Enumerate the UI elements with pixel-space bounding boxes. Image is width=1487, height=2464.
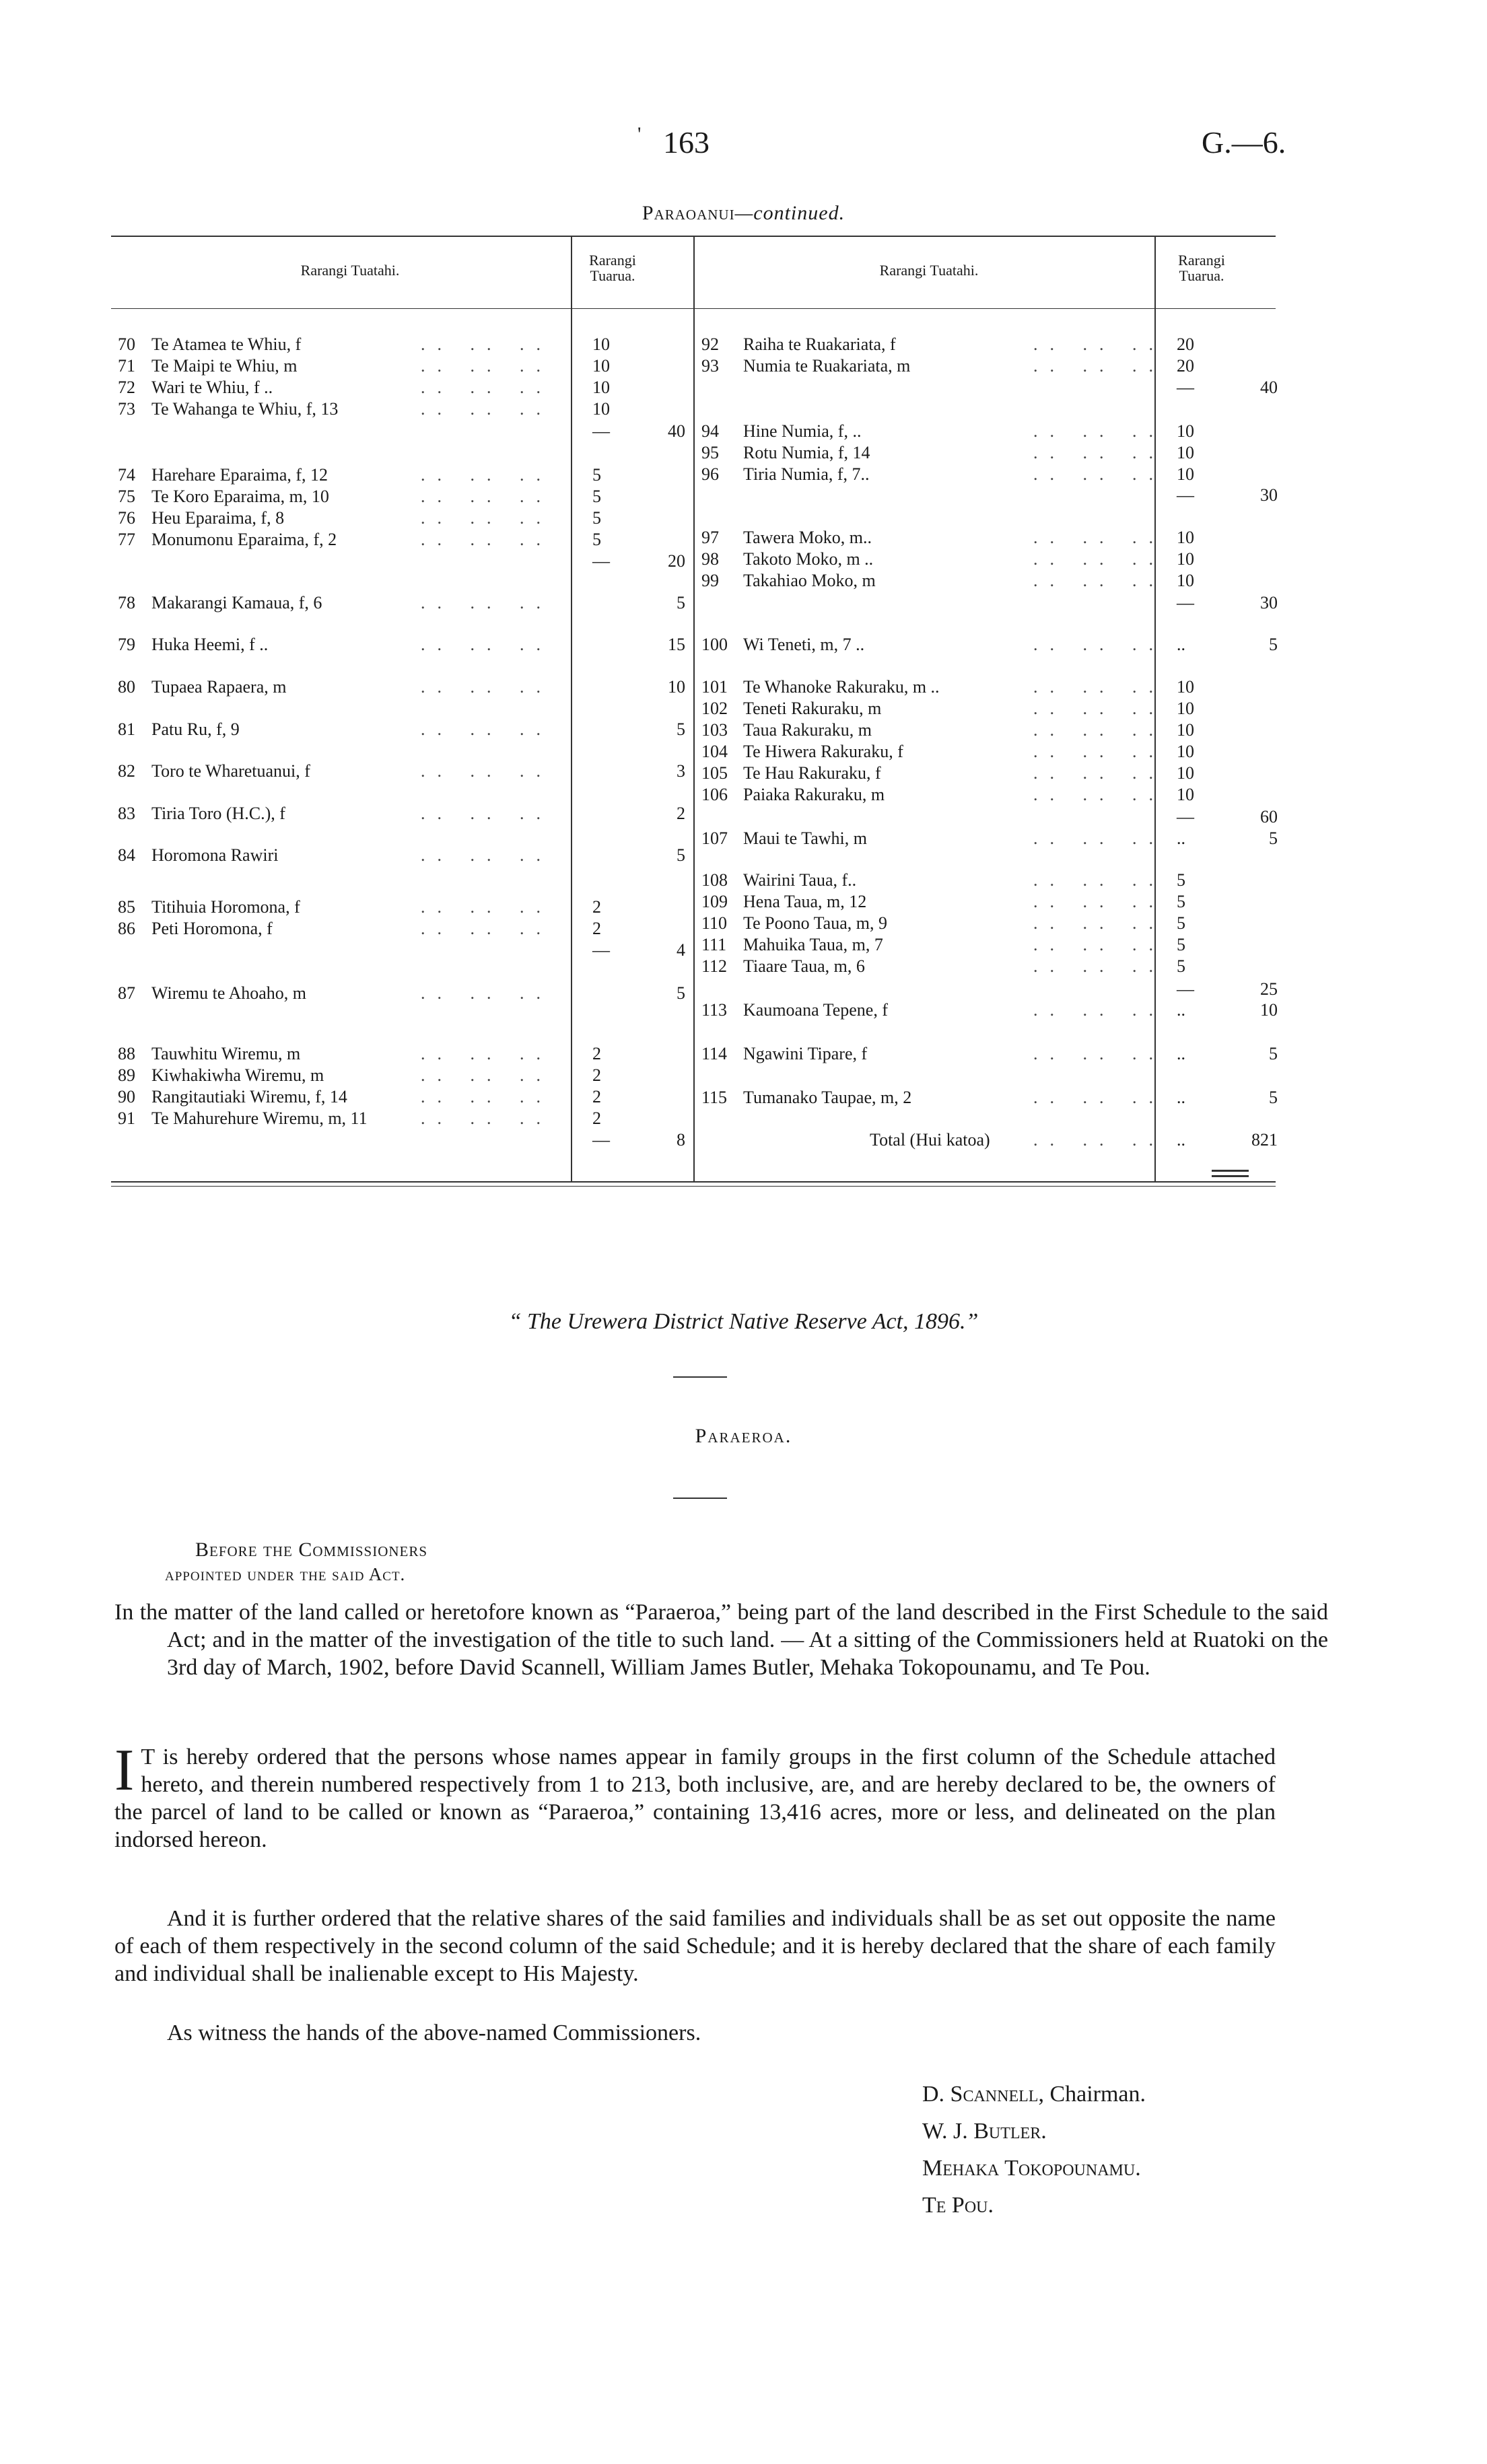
share-value: — xyxy=(1177,593,1194,612)
signatory-name: Te Pou. xyxy=(922,2193,994,2218)
group-total: 2 xyxy=(677,804,685,823)
leader-dots: .. .. .. xyxy=(1033,870,1165,890)
leader-dots: .. .. .. xyxy=(1033,699,1165,718)
group-total: 25 xyxy=(1260,979,1278,999)
leader-dots: .. .. .. xyxy=(421,465,553,485)
leader-dots: .. .. .. xyxy=(421,530,553,549)
leader-dots: .. .. .. xyxy=(421,677,553,697)
entry-number: 93 xyxy=(701,356,719,376)
share-value: 5 xyxy=(1177,870,1185,890)
entry-name: Numia te Ruakariata, m xyxy=(743,356,911,376)
entry-name: Harehare Eparaima, f, 12 xyxy=(151,465,328,485)
leader-dots: .. .. .. xyxy=(1033,356,1165,376)
share-value: — xyxy=(592,421,610,441)
group-total: 10 xyxy=(1260,1000,1278,1020)
table-row xyxy=(701,421,861,442)
share-value: 20 xyxy=(1177,335,1194,354)
table-row xyxy=(118,983,306,1004)
entry-number: 98 xyxy=(701,549,719,569)
entry-name: Wi Teneti, m, 7 .. xyxy=(743,635,865,654)
entry-name: Takoto Moko, m .. xyxy=(743,549,874,569)
share-value: 10 xyxy=(1177,443,1194,462)
entry-number: 102 xyxy=(701,699,728,718)
table-row xyxy=(118,676,286,698)
entry-number: 76 xyxy=(118,508,135,528)
leader-dots: .. .. .. xyxy=(1033,464,1165,484)
entry-name: Ngawini Tipare, f xyxy=(743,1044,868,1063)
share-value: 5 xyxy=(1177,956,1185,976)
entry-name: Titihuia Horomona, f xyxy=(151,897,300,917)
entry-name: Raiha te Ruakariata, f xyxy=(743,335,896,354)
table-row xyxy=(118,1043,300,1065)
group-total: 5 xyxy=(1269,635,1278,654)
entry-number: 94 xyxy=(701,421,719,441)
table-row xyxy=(701,1087,911,1108)
share-value: 10 xyxy=(1177,571,1194,590)
group-total: 40 xyxy=(1260,378,1278,397)
entry-name: Kiwhakiwha Wiremu, m xyxy=(151,1065,324,1085)
leader-dots: .. .. .. xyxy=(1033,1088,1165,1107)
group-total: 5 xyxy=(1269,1044,1278,1063)
entry-number: 87 xyxy=(118,983,135,1003)
table-row xyxy=(118,529,337,551)
table-row xyxy=(118,634,268,656)
entry-number: 99 xyxy=(701,571,719,590)
entry-name: Toro te Wharetuanui, f xyxy=(151,761,310,781)
leader-dots: .. .. .. xyxy=(1033,763,1165,783)
share-value: 10 xyxy=(592,356,610,376)
share-value: — xyxy=(592,940,610,960)
share-value: 10 xyxy=(1177,785,1194,804)
entry-name: Teneti Rakuraku, m xyxy=(743,699,882,718)
share-value: — xyxy=(592,1130,610,1150)
group-total: 5 xyxy=(1269,1088,1278,1107)
entry-name: Te Mahurehure Wiremu, m, 11 xyxy=(151,1108,368,1128)
entry-number: 89 xyxy=(118,1065,135,1085)
drop-cap: I xyxy=(114,1738,135,1803)
table-row xyxy=(701,741,903,763)
entry-number: 95 xyxy=(701,443,719,462)
divider-left-shares xyxy=(571,237,572,1183)
signatory-role: Chairman. xyxy=(1043,2082,1146,2107)
share-value: 2 xyxy=(592,1108,601,1128)
share-value: 10 xyxy=(1177,421,1194,441)
table-row xyxy=(701,698,881,719)
share-value: — xyxy=(592,551,610,571)
leader-dots: .. .. .. xyxy=(1033,335,1165,354)
entry-name: Wairini Taua, f.. xyxy=(743,870,857,890)
entry-name: Peti Horomona, f xyxy=(151,919,273,938)
divider-center xyxy=(693,237,695,1183)
entry-name: Te Hiwera Rakuraku, f xyxy=(743,742,903,761)
share-value: 5 xyxy=(592,465,601,485)
entry-number: 84 xyxy=(118,845,135,865)
share-value: — xyxy=(1177,378,1194,397)
share-value: 10 xyxy=(1177,763,1194,783)
leader-dots: .. .. .. xyxy=(1033,443,1165,462)
table-row xyxy=(701,676,940,698)
entry-number: 78 xyxy=(118,593,135,612)
leader-dots: .. .. .. xyxy=(421,508,553,528)
entry-number: 70 xyxy=(118,335,135,354)
leader-dots: .. .. .. xyxy=(1033,1000,1165,1020)
act-title: “ The Urewera District Native Reserve Act, 1896.” xyxy=(508,1309,979,1334)
leader-dots: .. .. .. xyxy=(421,378,553,397)
share-value: 5 xyxy=(1177,913,1185,933)
entry-name: Te Poono Taua, m, 9 xyxy=(743,913,887,933)
signature-line xyxy=(922,2082,1146,2107)
table-row xyxy=(118,592,322,614)
leader-dots: .. .. .. xyxy=(421,1108,553,1128)
group-total: 30 xyxy=(1260,485,1278,505)
entry-number: 77 xyxy=(118,530,135,549)
table-row xyxy=(118,918,273,940)
matter-paragraph: In the matter of the land called or heretofore known as “Paraeroa,” being part of the land described in the First Schedule to the said Act; and in the matter of the investigation of the title to such land. — At a sitting of the Commissioners held at Ruatoki on the 3rd day of March, 1902, before David Scannell, William James Butler, Mehaka Tokopounamu, and Te Pou. xyxy=(114,1600,1328,1680)
table-row xyxy=(701,719,872,741)
share-value: — xyxy=(1177,485,1194,505)
leader-dots: .. .. .. xyxy=(1033,892,1165,911)
share-value: — xyxy=(1177,807,1194,826)
table-row xyxy=(118,486,329,507)
table-row xyxy=(118,507,284,529)
share-value: 2 xyxy=(592,1087,601,1106)
group-total: 10 xyxy=(668,677,685,697)
table-row xyxy=(701,784,885,806)
table-row xyxy=(118,398,338,420)
leader-dots: .. .. .. xyxy=(421,804,553,823)
entry-name: Rangitautiaki Wiremu, f, 14 xyxy=(151,1087,347,1106)
entry-number: 71 xyxy=(118,356,135,376)
entry-number: 82 xyxy=(118,761,135,781)
entry-name: Total (Hui katoa) xyxy=(870,1130,990,1150)
leader-dots: .. .. .. xyxy=(1033,935,1165,954)
share-value: .. xyxy=(1177,635,1185,654)
share-value: 2 xyxy=(592,1044,601,1063)
entry-name: Te Wahanga te Whiu, f, 13 xyxy=(151,399,339,419)
leader-dots: .. .. .. xyxy=(421,1044,553,1063)
entry-name: Mahuika Taua, m, 7 xyxy=(743,935,883,954)
share-value: 10 xyxy=(1177,549,1194,569)
entry-number: 109 xyxy=(701,892,728,911)
entry-name: Tumanako Taupae, m, 2 xyxy=(743,1088,912,1107)
entry-name: Tiaare Taua, m, 6 xyxy=(743,956,865,976)
continued-title: Paraoanui—continued. xyxy=(642,202,845,224)
entry-name: Patu Ru, f, 9 xyxy=(151,719,240,739)
group-total: 40 xyxy=(668,421,685,441)
leader-dots: .. .. .. xyxy=(421,897,553,917)
entry-name: Kaumoana Tepene, f xyxy=(743,1000,888,1020)
table-row xyxy=(701,956,865,977)
entry-number: 115 xyxy=(701,1088,728,1107)
entry-name: Wiremu te Ahoaho, m xyxy=(151,983,307,1003)
group-total: 15 xyxy=(668,635,685,654)
col-header-right-names: Rarangi Tuatahi. xyxy=(879,262,979,279)
entry-name: Te Maipi te Whiu, m xyxy=(151,356,298,376)
share-value: 5 xyxy=(1177,935,1185,954)
table-row xyxy=(118,355,298,377)
group-total: 30 xyxy=(1260,593,1278,612)
table-row xyxy=(701,634,864,656)
entry-number: 97 xyxy=(701,528,719,547)
table-row xyxy=(701,464,870,485)
share-value: .. xyxy=(1177,1088,1185,1107)
share-value: 10 xyxy=(1177,677,1194,697)
entry-name: Tawera Moko, m.. xyxy=(743,528,872,547)
share-value: 10 xyxy=(1177,699,1194,718)
entry-number: 114 xyxy=(701,1044,728,1063)
entry-name: Wari te Whiu, f .. xyxy=(151,378,273,397)
leader-dots: .. .. .. xyxy=(1033,742,1165,761)
entry-name: Tiria Toro (H.C.), f xyxy=(151,804,285,823)
entry-name: Monumonu Eparaima, f, 2 xyxy=(151,530,337,549)
entry-number: 85 xyxy=(118,897,135,917)
entry-number: 107 xyxy=(701,829,728,848)
table-row xyxy=(118,464,328,486)
share-value: .. xyxy=(1177,1000,1185,1020)
entry-number: 73 xyxy=(118,399,135,419)
entry-number: 105 xyxy=(701,763,728,783)
entry-number: 113 xyxy=(701,1000,728,1020)
total-double-underline xyxy=(1212,1170,1249,1172)
entry-number: 100 xyxy=(701,635,728,654)
signature-line xyxy=(922,2119,1047,2144)
leader-dots: .. .. .. xyxy=(421,593,553,612)
table-row xyxy=(701,527,872,549)
table-row xyxy=(118,1065,324,1086)
group-total: 821 xyxy=(1251,1130,1278,1150)
col-header-left-names: Rarangi Tuatahi. xyxy=(300,262,400,279)
table-row xyxy=(701,442,870,464)
entry-number: 79 xyxy=(118,635,135,654)
entry-name: Te Hau Rakuraku, f xyxy=(743,763,881,783)
group-total: 5 xyxy=(677,983,685,1003)
share-value: 20 xyxy=(1177,356,1194,376)
table-row xyxy=(118,803,285,824)
leader-dots: .. .. .. xyxy=(421,761,553,781)
leader-dots: .. .. .. xyxy=(1033,720,1165,740)
leader-dots: .. .. .. xyxy=(421,356,553,376)
leader-dots: .. .. .. xyxy=(1033,421,1165,441)
leader-dots: .. .. .. xyxy=(1033,1130,1165,1150)
group-total: 5 xyxy=(1269,829,1278,848)
entry-name: Te Whanoke Rakuraku, m .. xyxy=(743,677,940,697)
share-value: 10 xyxy=(1177,742,1194,761)
table-row xyxy=(701,828,867,849)
entry-number: 88 xyxy=(118,1044,135,1063)
table-row xyxy=(701,891,866,913)
entry-name: Makarangi Kamaua, f, 6 xyxy=(151,593,322,612)
table-bottom-rule-2 xyxy=(111,1186,1276,1187)
leader-dots: .. .. .. xyxy=(421,635,553,654)
before-heading: Before the Commissioners appointed under the said Act. xyxy=(165,1539,428,1584)
leader-dots: .. .. .. xyxy=(1033,913,1165,933)
document-reference: G.—6. xyxy=(1202,125,1286,160)
leader-dots: .. .. .. xyxy=(421,1065,553,1085)
table-row xyxy=(701,549,873,570)
leader-dots: .. .. .. xyxy=(1033,956,1165,976)
entry-number: 74 xyxy=(118,465,135,485)
entry-number: 75 xyxy=(118,487,135,506)
entry-number: 103 xyxy=(701,720,728,740)
group-total: 60 xyxy=(1260,807,1278,826)
entry-name: Heu Eparaima, f, 8 xyxy=(151,508,285,528)
total-double-underline-2 xyxy=(1212,1175,1249,1177)
group-total: 8 xyxy=(677,1130,685,1150)
share-value: 10 xyxy=(592,399,610,419)
table-row xyxy=(118,845,278,866)
signature-line xyxy=(922,2193,994,2218)
share-value: 5 xyxy=(592,487,601,506)
share-value: .. xyxy=(1177,829,1185,848)
table-row xyxy=(701,934,883,956)
share-value: 10 xyxy=(592,378,610,397)
entry-name: Maui te Tawhi, m xyxy=(743,829,868,848)
table-row xyxy=(118,1086,347,1108)
separator-rule xyxy=(673,1376,727,1378)
signatory-name: D. Scannell, xyxy=(922,2082,1044,2107)
col-header-left-shares: Rarangi Tuarua. xyxy=(589,252,636,285)
section-title: Paraeroa. xyxy=(695,1425,792,1447)
group-total: 5 xyxy=(677,593,685,612)
table-row xyxy=(701,334,896,355)
share-value: .. xyxy=(1177,1044,1185,1063)
entry-number: 112 xyxy=(701,956,728,976)
entry-number: 80 xyxy=(118,677,135,697)
entry-name: Hena Taua, m, 12 xyxy=(743,892,867,911)
entry-name: Tiria Numia, f, 7.. xyxy=(743,464,870,484)
share-value: 5 xyxy=(592,530,601,549)
share-value: 10 xyxy=(1177,528,1194,547)
page-tick-mark: ' xyxy=(637,123,642,145)
entry-name: Tupaea Rapaera, m xyxy=(151,677,287,697)
leader-dots: .. .. .. xyxy=(421,399,553,419)
leader-dots: .. .. .. xyxy=(1033,571,1165,590)
group-total: 5 xyxy=(677,845,685,865)
entry-number: 111 xyxy=(701,935,727,954)
leader-dots: .. .. .. xyxy=(1033,829,1165,848)
entry-name: Horomona Rawiri xyxy=(151,845,279,865)
leader-dots: .. .. .. xyxy=(1033,1044,1165,1063)
entry-number: 86 xyxy=(118,919,135,938)
group-total: 20 xyxy=(668,551,685,571)
entry-number: 72 xyxy=(118,378,135,397)
leader-dots: .. .. .. xyxy=(421,919,553,938)
entry-number: 81 xyxy=(118,719,135,739)
leader-dots: .. .. .. xyxy=(1033,549,1165,569)
entry-name: Taua Rakuraku, m xyxy=(743,720,872,740)
table-row xyxy=(701,913,887,934)
share-value: 10 xyxy=(1177,464,1194,484)
entry-number: 110 xyxy=(701,913,728,933)
group-total: 3 xyxy=(677,761,685,781)
col-header-right-shares: Rarangi Tuarua. xyxy=(1178,252,1225,285)
table-row xyxy=(118,377,273,398)
share-value: 10 xyxy=(1177,720,1194,740)
share-value: 2 xyxy=(592,919,601,938)
leader-dots: .. .. .. xyxy=(1033,785,1165,804)
entry-number: 101 xyxy=(701,677,728,697)
signatory-name: Mehaka Tokopounamu. xyxy=(922,2156,1141,2181)
share-value: .. xyxy=(1177,1130,1185,1150)
entry-name: Takahiao Moko, m xyxy=(743,571,876,590)
table-row xyxy=(701,355,910,377)
table-row xyxy=(118,761,310,782)
entry-number: 83 xyxy=(118,804,135,823)
entry-number: 106 xyxy=(701,785,728,804)
leader-dots: .. .. .. xyxy=(1033,635,1165,654)
signature-line xyxy=(922,2156,1141,2181)
leader-dots: .. .. .. xyxy=(421,719,553,739)
table-row xyxy=(118,334,301,355)
separator-rule-2 xyxy=(673,1498,727,1499)
leader-dots: .. .. .. xyxy=(421,1087,553,1106)
table-row xyxy=(701,763,881,784)
table-row xyxy=(701,1043,867,1065)
entry-name: Tauwhitu Wiremu, m xyxy=(151,1044,301,1063)
group-total: 5 xyxy=(677,719,685,739)
leader-dots: .. .. .. xyxy=(1033,528,1165,547)
leader-dots: .. .. .. xyxy=(421,845,553,865)
group-total: 4 xyxy=(677,940,685,960)
table-row xyxy=(701,870,856,891)
entry-number: 91 xyxy=(118,1108,135,1128)
entry-number: 108 xyxy=(701,870,728,890)
signatory-name: W. J. Butler. xyxy=(922,2119,1047,2144)
share-value: 2 xyxy=(592,897,601,917)
table-row xyxy=(118,719,240,740)
entry-number: 92 xyxy=(701,335,719,354)
share-value: 5 xyxy=(1177,892,1185,911)
table-row xyxy=(118,1108,368,1129)
table-row xyxy=(701,999,888,1021)
entry-name: Te Atamea te Whiu, f xyxy=(151,335,302,354)
leader-dots: .. .. .. xyxy=(1033,677,1165,697)
entry-name: Paiaka Rakuraku, m xyxy=(743,785,885,804)
order-paragraph: I T is hereby ordered that the persons whose names appear in family groups in the first column of the Schedule attached hereto, and therein numbered respectively from 1 to 213, both inclusive, are, and are hereby declared to be, the owners of the parcel of land to be called or known as “Paraeroa,” containing 13,416 acres, more or less, and delineated on the plan indorsed hereon. xyxy=(114,1738,1276,1852)
share-value: 2 xyxy=(592,1065,601,1085)
entry-name: Huka Heemi, f .. xyxy=(151,635,269,654)
entry-number: 96 xyxy=(701,464,719,484)
leader-dots: .. .. .. xyxy=(421,487,553,506)
further-paragraph: And it is further ordered that the relative shares of the said families and individuals shall be as set out opposite the name of each of them respectively in the second column of the said Schedule; and it is hereby declared that the share of each family and individual shall be inalienable except to His Majesty. xyxy=(114,1906,1276,1986)
table-row xyxy=(118,896,300,918)
entry-name: Hine Numia, f, .. xyxy=(743,421,862,441)
table-row xyxy=(870,1129,990,1151)
share-value: — xyxy=(1177,979,1194,999)
entry-name: Rotu Numia, f, 14 xyxy=(743,443,870,462)
leader-dots: .. .. .. xyxy=(421,983,553,1003)
witness-line: As witness the hands of the above-named Commissioners. xyxy=(167,2020,701,2045)
table-row xyxy=(701,570,876,592)
entry-number: 104 xyxy=(701,742,728,761)
share-value: 5 xyxy=(592,508,601,528)
share-value: 10 xyxy=(592,335,610,354)
entry-name: Te Koro Eparaima, m, 10 xyxy=(151,487,329,506)
page-number: ' 163 xyxy=(637,123,710,160)
entry-number: 90 xyxy=(118,1087,135,1106)
leader-dots: .. .. .. xyxy=(421,335,553,354)
